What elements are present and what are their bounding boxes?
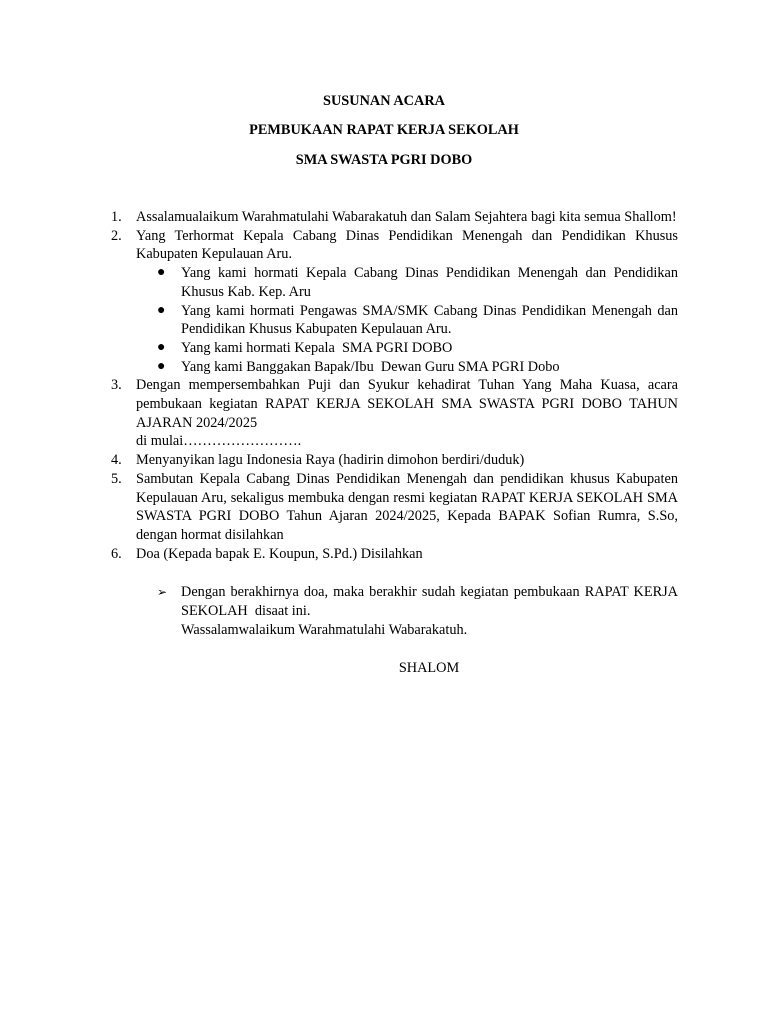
agenda-item-2 (0, 227, 678, 264)
agenda-item-text: Dengan mempersembahkan Puji dan Syukur kehadirat Tuhan Yang Maha Kuasa, acara pembukaan kegiatan RAPAT KERJA SEKOLAH SMA SWASTA PGRI DOBO TAHUN AJARAN 2024/2025 (136, 377, 678, 431)
agenda-item-4 (0, 451, 678, 470)
agenda-subitem-2 (0, 302, 678, 339)
bullet-icon: ● (157, 265, 166, 281)
agenda-item-number: 5. (111, 470, 122, 487)
agenda-subitem-1 (0, 264, 678, 301)
agenda-item-text: Sambutan Kepala Cabang Dinas Pendidikan Menengah dan pendidikan khusus Kabupaten Kepulauan Aru, sekaligus membuka dengan resmi kegiatan RAPAT KERJA SEKOLAH SMA SWASTA PGRI DOBO Tahun Ajaran 2024/2025, Kepada BAPAK Sofian Rumra, S.So, dengan hormat disilahkan (136, 470, 678, 543)
document-subtitle: PEMBUKAAN RAPAT KERJA SEKOLAH (249, 122, 519, 138)
agenda-list (0, 208, 768, 563)
agenda-subitem-text: Yang kami Banggakan Bapak/Ibu Dewan Guru SMA PGRI Dobo (181, 358, 560, 375)
arrow-bullet-icon: ➢ (157, 585, 168, 599)
agenda-item-number: 4. (111, 452, 122, 469)
agenda-subitem-text: Yang kami hormati Pengawas SMA/SMK Cabang Dinas Pendidikan Menengah dan Pendidikan Khusus Kabupaten Kepulauan Aru. (181, 302, 678, 338)
agenda-item-1 (0, 208, 678, 227)
document-school-name: SMA SWASTA PGRI DOBO (295, 152, 473, 168)
agenda-item-3 (0, 376, 678, 451)
agenda-subitem-3 (0, 339, 678, 358)
agenda-subitem-text: Yang kami hormati Kepala Cabang Dinas Pendidikan Menengah dan Pendidikan Khusus Kab. Kep. Aru (181, 265, 678, 300)
agenda-item-5 (0, 470, 678, 545)
agenda-item-number: 2. (111, 227, 122, 244)
bullet-icon: ● (157, 339, 166, 355)
agenda-item-start-time: di mulai……………………. (136, 433, 302, 450)
document-title: SUSUNAN ACARA (323, 93, 445, 109)
closing-farewell: Wassalamwalaikum Warahmatulahi Wabarakatuh. (181, 622, 468, 638)
agenda-item-number: 1. (111, 209, 122, 225)
bullet-icon: ● (157, 358, 166, 374)
agenda-item-number: 3. (111, 377, 122, 394)
agenda-subitem-text: Yang kami hormati Kepala SMA PGRI DOBO (181, 339, 453, 356)
agenda-item-text: Yang Terhormat Kepala Cabang Dinas Pendidikan Menengah dan Pendidikan Khusus Kabupaten Kepulauan Aru. (136, 227, 678, 263)
bullet-icon: ● (157, 302, 166, 318)
closing-text: Dengan berakhirnya doa, maka berakhir sudah kegiatan pembukaan RAPAT KERJA SEKOLAH disaat ini. (181, 584, 682, 619)
agenda-subitem-4 (0, 358, 678, 377)
closing-shalom: SHALOM (398, 660, 460, 676)
agenda-item-text: Menyanyikan lagu Indonesia Raya (hadirin dimohon berdiri/duduk) (136, 452, 525, 469)
closing-paragraph (157, 583, 682, 620)
agenda-item-number: 6. (111, 545, 122, 562)
agenda-item-6 (0, 545, 678, 564)
agenda-item-text: Assalamualaikum Warahmatulahi Wabarakatuh dan Salam Sejahtera bagi kita semua Shallom! (136, 209, 677, 225)
agenda-item-text: Doa (Kepada bapak E. Koupun, S.Pd.) Disilahkan (136, 545, 423, 562)
